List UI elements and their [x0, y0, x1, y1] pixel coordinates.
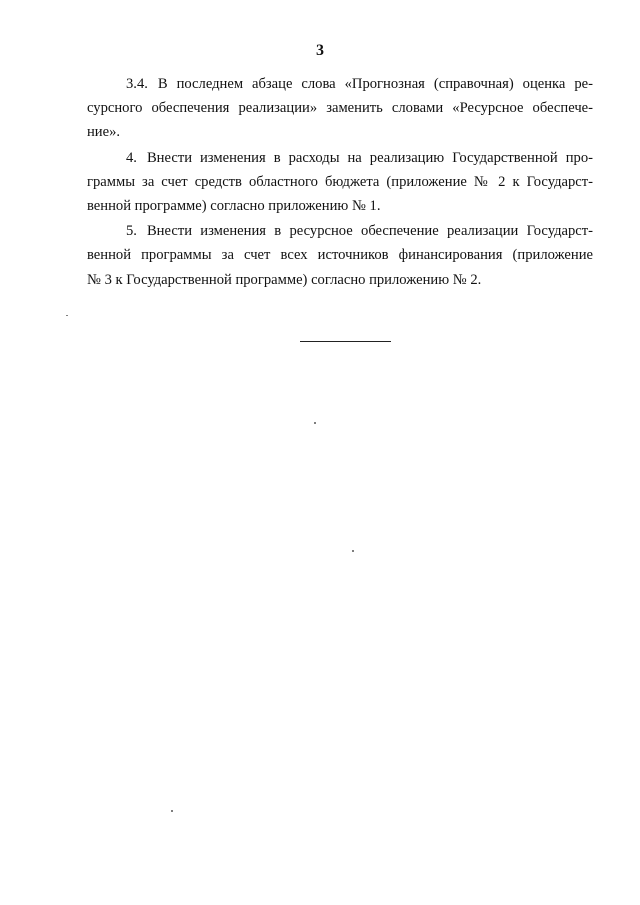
scan-speck: [66, 315, 68, 316]
document-body: [87, 72, 593, 293]
clause-number: 3.4.: [126, 76, 148, 92]
scan-speck: [171, 810, 173, 812]
clause-number: 4.: [126, 149, 137, 166]
paragraph-line: ние».: [87, 124, 121, 141]
paragraph-line: сурсного обеспечения реализации» заменить словами «Ресурсное обеспече-: [87, 100, 593, 117]
paragraph-4: [87, 146, 593, 219]
paragraph-5: [87, 219, 593, 292]
scan-speck: [314, 422, 316, 424]
paragraph-line: 4. Внести изменения в расходы на реализацию Государственной про-: [87, 146, 593, 170]
paragraph-3-4: [87, 72, 593, 145]
clause-number: 5.: [126, 223, 137, 240]
page-number: 3: [316, 42, 324, 59]
scan-speck: [352, 550, 354, 552]
paragraph-line: 5. Внести изменения в ресурсное обеспечение реализации Государст-: [87, 219, 593, 243]
end-divider-line: [300, 341, 391, 342]
paragraph-line: венной программе) согласно приложению № 1.: [87, 198, 381, 215]
paragraph-line: 3.4. В последнем абзаце слова «Прогнозная (справочная) оценка ре-: [87, 72, 593, 96]
paragraph-line: венной программы за счет всех источников финансирования (приложение: [87, 247, 593, 264]
paragraph-line: № 3 к Государственной программе) согласно приложению № 2.: [87, 271, 482, 288]
paragraph-line: граммы за счет средств областного бюджета (приложение № 2 к Государст-: [87, 173, 593, 190]
